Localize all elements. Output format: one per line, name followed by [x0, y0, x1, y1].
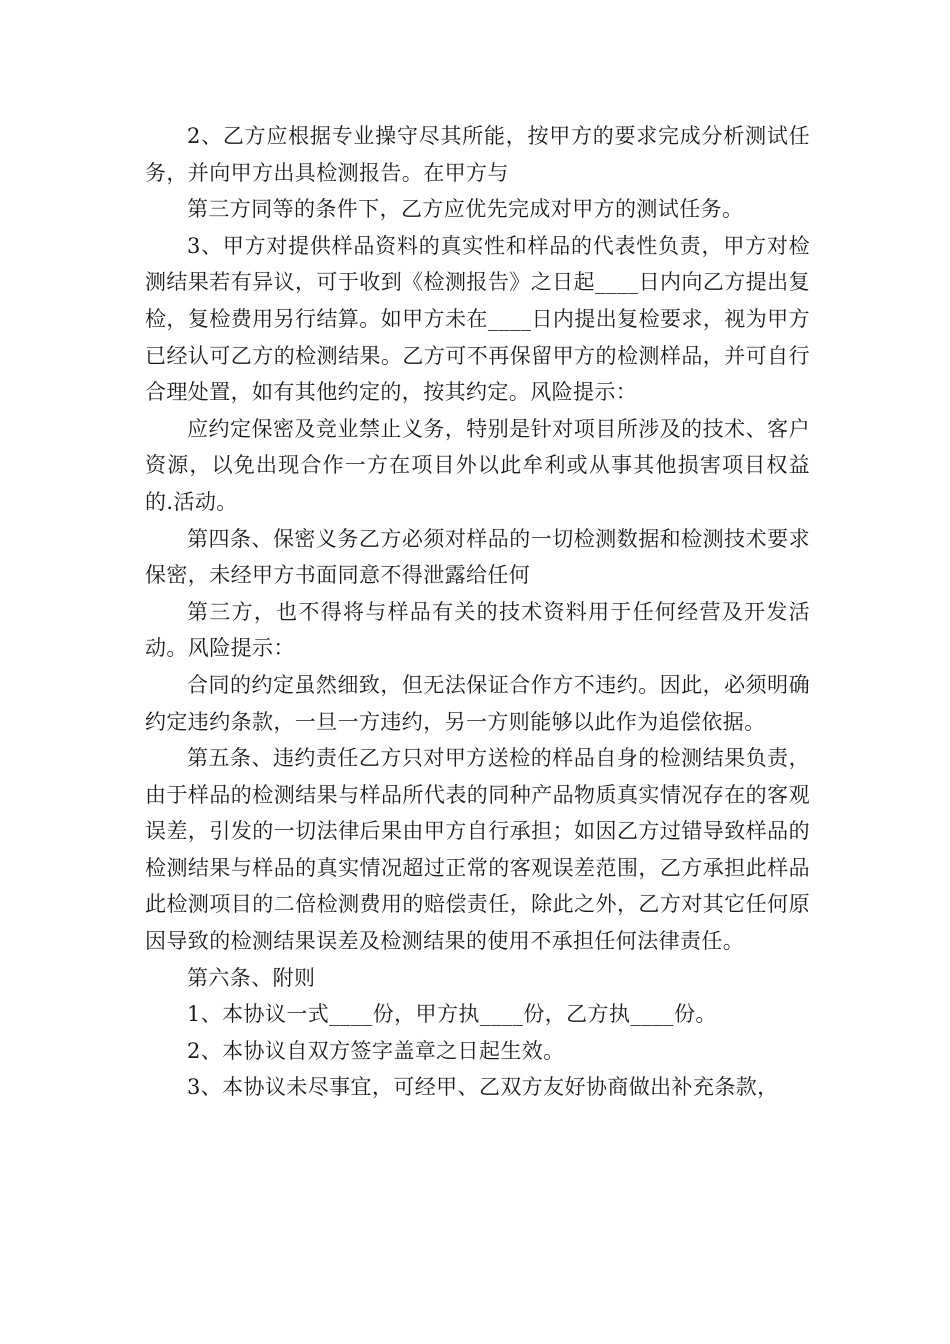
paragraph-article-6-item-2: 2、本协议自双方签字盖章之日起生效。: [187, 1038, 565, 1063]
paragraph-article-4: 第四条、保密义务乙方必须对样品的一切检测数据和检测技术要求保密，未经甲方书面同意不得泄露给任何: [145, 526, 810, 588]
paragraph-article-6-item-1: 1、本协议一式____份，甲方执____份，乙方执____份。: [187, 1002, 717, 1027]
paragraph-risk-breach: 合同的约定虽然细致，但无法保证合作方不违约。因此，必须明确约定违约条款，一旦一方违约，另一方则能够以此作为追偿依据。: [145, 672, 810, 734]
paragraph-clause-3: 3、甲方对提供样品资料的真实性和样品的代表性负责，甲方对检测结果若有异议，可于收到《检测报告》之日起____日内向乙方提出复检，复检费用另行结算。如甲方未在____日内提出复检要求，视为甲方已经认可乙方的检测结果。乙方可不再保留甲方的检测样品，并可自行合理处置，如有其他约定的，按其约定。风险提示：: [145, 233, 810, 405]
paragraph-article-6-heading: 第六条、附则: [187, 965, 316, 990]
paragraph-article-4-continued: 第三方，也不得将与样品有关的技术资料用于任何经营及开发活动。风险提示：: [145, 599, 810, 661]
paragraph-clause-2: 2、乙方应根据专业操守尽其所能，按甲方的要求完成分析测试任务，并向甲方出具检测报告。在甲方与: [145, 124, 810, 185]
paragraph-risk-confidentiality: 应约定保密及竞业禁止义务，特别是针对项目所涉及的技术、客户资源，以免出现合作一方在项目外以此牟利或从事其他损害项目权益的.活动。: [145, 416, 810, 514]
paragraph-article-5: 第五条、违约责任乙方只对甲方送检的样品自身的检测结果负责，由于样品的检测结果与样品所代表的同种产品物质真实情况存在的客观误差，引发的一切法律后果由甲方自行承担；如因乙方过错导致样品的检测结果与样品的真实情况超过正常的客观误差范围，乙方承担此样品此检测项目的二倍检测费用的赔偿责任，除此之外，乙方对其它任何原因导致的检测结果误差及检测结果的使用不承担任何法律责任。: [145, 746, 810, 954]
paragraph-third-party-priority: 第三方同等的条件下，乙方应优先完成对甲方的测试任务。: [187, 197, 744, 222]
document-page: [145, 118, 810, 1106]
paragraph-article-6-item-3: 3、本协议未尽事宜，可经甲、乙双方友好协商做出补充条款，: [187, 1075, 779, 1100]
